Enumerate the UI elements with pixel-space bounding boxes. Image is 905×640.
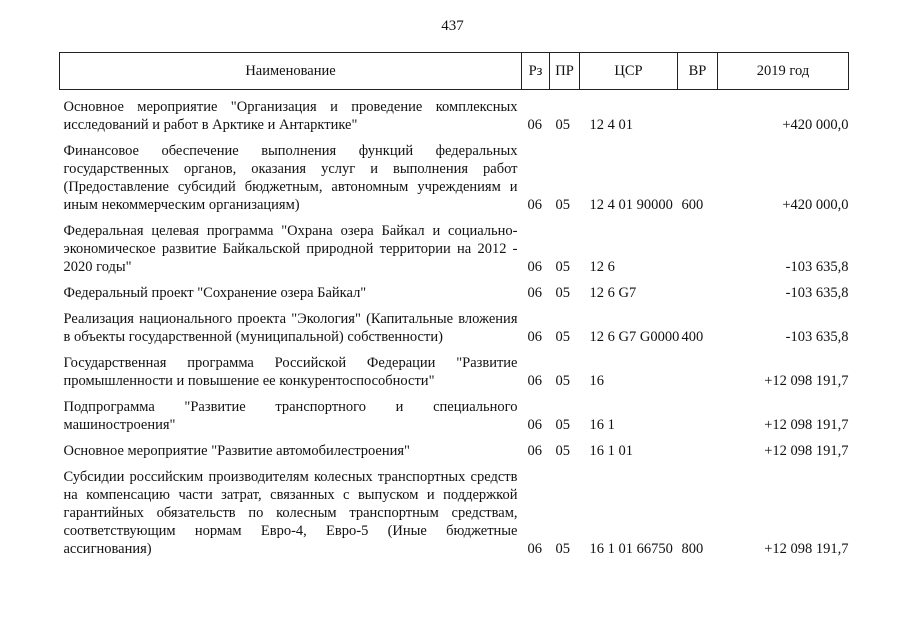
row-rz: 06 bbox=[527, 285, 542, 301]
row-rz: 06 bbox=[527, 259, 542, 275]
row-amount: +12 098 191,7 bbox=[764, 443, 849, 459]
row-csr: 16 1 01 bbox=[589, 443, 633, 459]
table-row bbox=[60, 284, 849, 302]
row-csr: 12 6 G7 bbox=[589, 285, 637, 301]
table-row bbox=[60, 310, 849, 346]
row-rz: 06 bbox=[527, 373, 542, 389]
row-amount: +12 098 191,7 bbox=[764, 417, 849, 433]
row-pr: 05 bbox=[555, 541, 570, 557]
row-pr: 05 bbox=[555, 443, 570, 459]
row-csr: 16 1 bbox=[589, 417, 615, 433]
row-amount: -103 635,8 bbox=[785, 329, 849, 345]
header-csr: ЦСР bbox=[580, 53, 678, 90]
row-rz: 06 bbox=[527, 197, 542, 213]
row-name: Реализация национального проекта "Экология" (Капитальные вложения в объекты государственной (муниципальной) собственности) bbox=[63, 311, 518, 345]
row-pr: 05 bbox=[555, 329, 570, 345]
row-name: Государственная программа Российской Федерации "Развитие промышленности и повышение ее конкурентоспособности" bbox=[63, 355, 518, 389]
row-pr: 05 bbox=[555, 373, 570, 389]
header-vr: ВР bbox=[678, 53, 718, 90]
row-pr: 05 bbox=[555, 117, 570, 133]
row-name: Федеральный проект "Сохранение озера Байкал" bbox=[63, 285, 367, 301]
row-csr: 12 6 bbox=[589, 259, 615, 275]
row-name: Основное мероприятие "Организация и проведение комплексных исследований и работ в Арктике и Антарктике" bbox=[63, 99, 518, 133]
row-rz: 06 bbox=[527, 117, 542, 133]
row-rz: 06 bbox=[527, 329, 542, 345]
table-row bbox=[60, 142, 849, 214]
row-vr: 800 bbox=[681, 541, 704, 557]
row-amount: +420 000,0 bbox=[782, 197, 849, 213]
row-pr: 05 bbox=[555, 259, 570, 275]
row-csr: 16 bbox=[589, 373, 604, 389]
row-name: Федеральная целевая программа "Охрана озера Байкал и социально-экономическое развитие Байкальской природной территории на 2012 - 2020 годы" bbox=[63, 223, 518, 275]
row-csr: 12 4 01 bbox=[589, 117, 633, 133]
row-vr bbox=[678, 284, 718, 302]
row-name: Субсидии российским производителям колесных транспортных средств на компенсацию части затрат, связанных с выпуском и поддержкой гарантийных обязательств по колесным транспортным средствам, соответствующим нормам Евро-4, Евро-5 (Иные бюджетные ассигнования) bbox=[63, 469, 518, 557]
page-number: 437 bbox=[441, 18, 464, 34]
row-vr bbox=[678, 98, 718, 134]
table-row bbox=[60, 98, 849, 134]
table-row bbox=[60, 354, 849, 390]
row-rz: 06 bbox=[527, 417, 542, 433]
table-row bbox=[60, 222, 849, 276]
row-pr: 05 bbox=[555, 417, 570, 433]
row-pr: 05 bbox=[555, 197, 570, 213]
row-vr: 400 bbox=[681, 329, 704, 345]
budget-table-grid bbox=[59, 52, 849, 558]
row-csr: 12 4 01 90000 bbox=[589, 197, 673, 213]
row-csr: 12 6 G7 G0000 bbox=[589, 329, 680, 345]
budget-table bbox=[59, 52, 848, 558]
header-year: 2019 год bbox=[718, 53, 849, 90]
row-csr: 16 1 01 66750 bbox=[589, 541, 673, 557]
row-amount: +420 000,0 bbox=[782, 117, 849, 133]
row-amount: +12 098 191,7 bbox=[764, 541, 849, 557]
row-vr: 600 bbox=[681, 197, 704, 213]
table-row bbox=[60, 398, 849, 434]
table-header-row bbox=[60, 53, 849, 90]
row-rz: 06 bbox=[527, 541, 542, 557]
table-row bbox=[60, 442, 849, 460]
row-name: Финансовое обеспечение выполнения функций федеральных государственных органов, оказания услуг и выполнения работ (Предоставление субсидий бюджетным, автономным учреждениям и иным некоммерческим организациям) bbox=[63, 143, 518, 213]
row-name: Основное мероприятие "Развитие автомобилестроения" bbox=[63, 443, 410, 459]
row-rz: 06 bbox=[527, 443, 542, 459]
header-name: Наименование bbox=[60, 53, 522, 90]
row-amount: -103 635,8 bbox=[785, 259, 849, 275]
header-rz: Рз bbox=[522, 53, 550, 90]
row-vr bbox=[678, 222, 718, 276]
table-row bbox=[60, 468, 849, 558]
row-vr bbox=[678, 398, 718, 434]
header-pr: ПР bbox=[550, 53, 580, 90]
row-name: Подпрограмма "Развитие транспортного и специального машиностроения" bbox=[63, 399, 518, 433]
row-vr bbox=[678, 354, 718, 390]
row-amount: -103 635,8 bbox=[785, 285, 849, 301]
row-amount: +12 098 191,7 bbox=[764, 373, 849, 389]
row-vr bbox=[678, 442, 718, 460]
row-pr: 05 bbox=[555, 285, 570, 301]
